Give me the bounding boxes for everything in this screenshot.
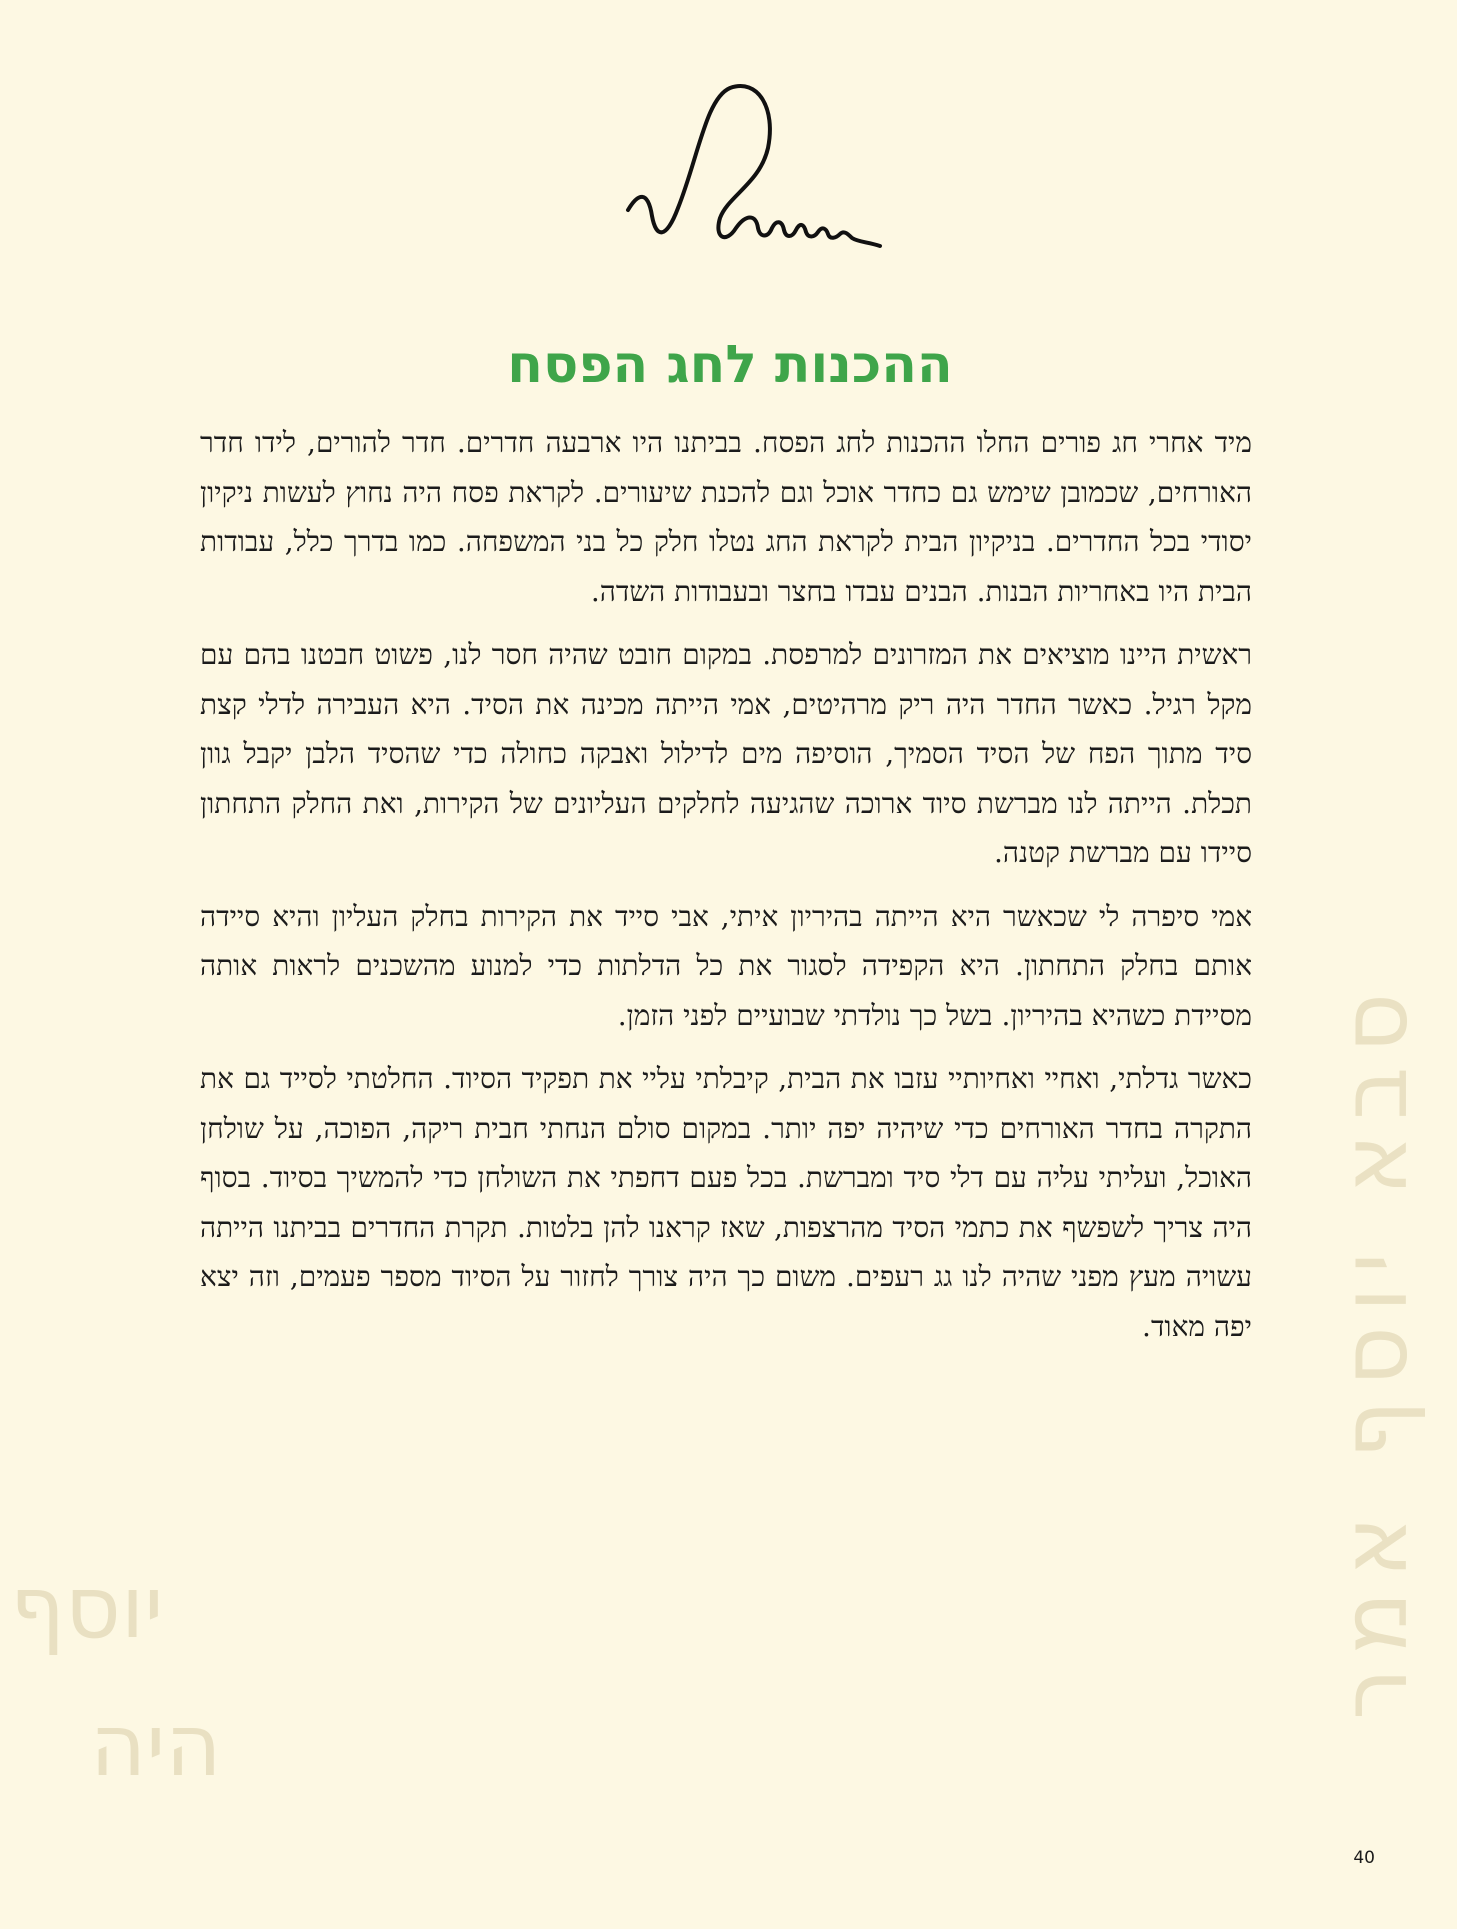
page-title: ההכנות לחג הפסח [507, 334, 953, 395]
signature-drawing [618, 78, 898, 298]
faded-handwriting-left [10, 1540, 240, 1800]
paragraph-2: ראשית היינו מוציאים את המזרונים למרפסת. במקום חובט שהיה חסר לנו, פשוט חבטנו בהם עם מקל רגיל. כאשר החדר היה ריק מרהיטים, אמי הייתה מכינה את הסיד. היא העבירה לדלי קצת סיד מתוך הפח של הסיד הסמיך, הוסיפה מים לדילול ואבקה כחולה כדי שהסיד הלבן יקבל גוון תכלת. הייתה לנו מברשת סיוד ארוכה שהגיעה לחלקים העליונים של הקירות, ואת החלק התחתון סיידו עם מברשת קטנה. [200, 638, 1252, 869]
faded-handwriting-word-2: היה [90, 1695, 222, 1796]
page-number: 40 [1353, 1848, 1375, 1868]
faded-handwriting-word-1: יוסף [10, 1558, 164, 1658]
paragraph-3: אמי סיפרה לי שכאשר היא הייתה בהיריון איתי, אבי סייד את הקירות בחלק העליון והיא סיידה אותם בחלק התחתון. היא הקפידה לסגור את כל הדלתות כדי למנוע מהשכנים לראות אותה מסיידת כשהיא בהיריון. בשל כך נולדתי שבועיים לפני הזמן. [200, 899, 1252, 1032]
paragraph-1: מיד אחרי חג פורים החלו ההכנות לחג הפסח. בביתנו היו ארבעה חדרים. חדר להורים, לידו חדר האורחים, שכמובן שימש גם כחדר אוכל וגם להכנת שיעורים. לקראת פסח היה נחוץ לעשות ניקיון יסודי בכל החדרים. בניקיון הבית לקראת החג נטלו חלק כל בני המשפחה. כמו בדרך כלל, עבודות הבית היו באחריות הבנות. הבנים עבדו בחצר ובעבודות השדה. [200, 426, 1252, 608]
faded-handwriting-right: סבא יוסף אמר [1321, 979, 1428, 1720]
paragraph-4: כאשר גדלתי, ואחיי ואחיותיי עזבו את הבית, קיבלתי עליי את תפקיד הסיוד. החלטתי לסייד גם את התקרה בחדר האורחים כדי שיהיה יפה יותר. במקום סולם הנחתי חבית ריקה, הפוכה, על שולחן האוכל, ועליתי עליה עם דלי סיד ומברשת. בכל פעם דחפתי את השולחן כדי להמשיך בסיוד. בסוף היה צריך לשפשף את כתמי הסיד מהרצפות, שאז קראנו להן בלטות. תקרת החדרים בביתנו הייתה עשויה מעץ מפני שהיה לנו גג רעפים. משום כך היה צורך לחזור על הסיוד מספר פעמים, וזה יצא יפה מאוד. [200, 1062, 1252, 1343]
body-text [200, 418, 1252, 1365]
